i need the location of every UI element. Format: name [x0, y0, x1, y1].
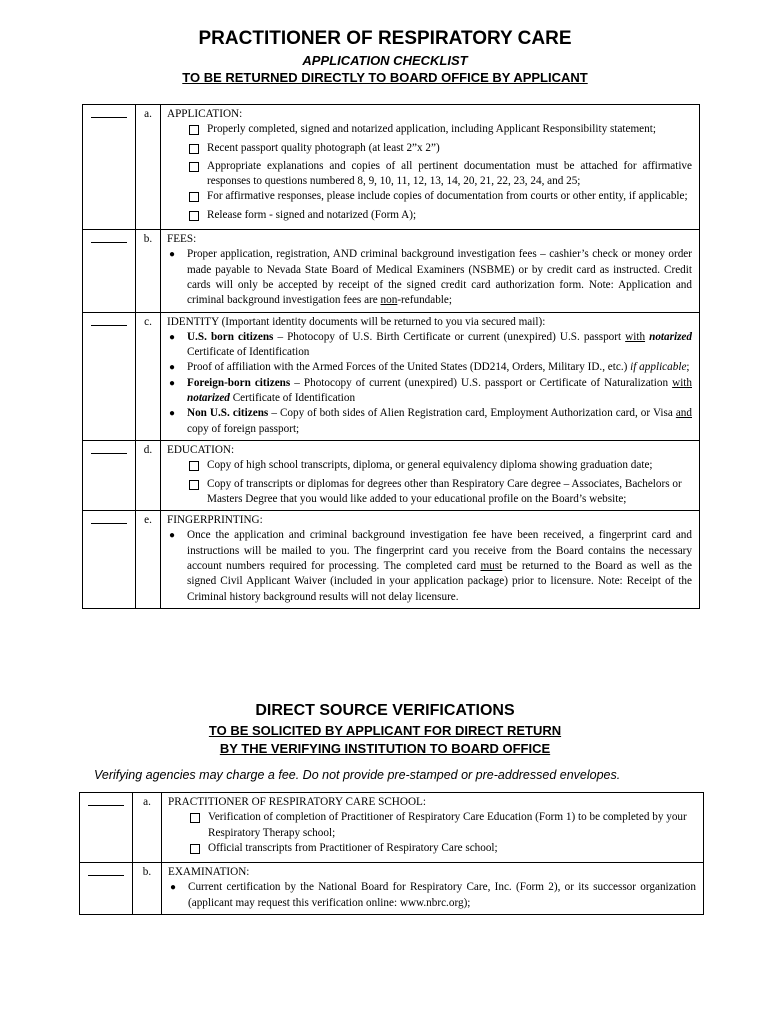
- verifications-title: DIRECT SOURCE VERIFICATIONS: [255, 702, 515, 719]
- section-heading: EXAMINATION:: [168, 866, 250, 879]
- document-title: PRACTITIONER OF RESPIRATORY CARE: [198, 28, 572, 49]
- bullet-icon: ●: [169, 331, 176, 343]
- bullet-icon: ●: [169, 377, 176, 389]
- checklist-row-education: [83, 440, 700, 510]
- checklist-item: Verification of completion of Practitioner of Respiratory Care Education (Form 1) to be completed by your Respiratory Therapy school;: [168, 810, 696, 841]
- section-heading: FEES:: [167, 233, 197, 246]
- checklist-item: Copy of transcripts or diplomas for degrees other than Respiratory Care degree – Associates, Bachelors or Masters Degree that you would like added to your educational profile on the Board’s website;: [167, 477, 692, 508]
- section-heading: PRACTITIONER OF RESPIRATORY CARE SCHOOL:: [168, 796, 426, 808]
- checkoff-blank[interactable]: [91, 443, 127, 454]
- checklist-item: Release form - signed and notarized (Form A);: [167, 208, 692, 226]
- checklist-item: Official transcripts from Practitioner of Respiratory Care school;: [168, 841, 696, 859]
- bullet-icon: ●: [170, 882, 177, 894]
- verification-row-examination: [80, 863, 704, 915]
- checklist-row-application: [83, 105, 700, 230]
- item-letter: e.: [136, 511, 161, 609]
- bullet-item: ● Foreign-born citizens – Photocopy of current (unexpired) U.S. passport or Certificate of Naturalization with notarized Certificate of Identification: [167, 376, 692, 407]
- checkoff-blank[interactable]: [91, 107, 127, 118]
- checkbox-icon[interactable]: [189, 162, 199, 172]
- bullet-icon: ●: [169, 408, 176, 420]
- bullet-item: ● Proper application, registration, AND criminal background investigation fees – cashier’s check or money order made payable to Nevada State Board of Medical Examiners (NSBME) or by credit card as instructed. Credit cards will only be accepted by receipt of the signed credit card authorization form. Note: Application and criminal background investigation fees are non-refundable;: [167, 247, 692, 308]
- bullet-item: ● Proof of affiliation with the Armed Forces of the United States (DD214, Orders, Military ID., etc.) if applicable;: [167, 360, 692, 375]
- section-heading: FINGERPRINTING:: [167, 514, 263, 527]
- checkbox-icon[interactable]: [189, 480, 199, 490]
- item-letter: b.: [133, 863, 162, 915]
- verifications-instruction: TO BE SOLICITED BY APPLICANT FOR DIRECT RETURN BY THE VERIFYING INSTITUTION TO BOARD OFFICE: [208, 723, 562, 756]
- checklist-item: For affirmative responses, please include copies of documentation from courts or other entity, if applicable;: [167, 189, 692, 207]
- bullet-icon: ●: [169, 530, 176, 542]
- checkbox-icon[interactable]: [189, 192, 199, 202]
- bullet-item: ● Once the application and criminal background investigation fee have been received, a fingerprint card and instructions will be mailed to you. The fingerprint card you receive from the Board contains the necessary account numbers required for processing. The completed card must be returned to the Board as well as the signed Civil Applicant Waiver (included in your application package) prior to licensure. Note: Receipt of the Criminal history background results will not delay licensure.: [167, 528, 692, 604]
- item-letter: a.: [133, 793, 162, 863]
- checklist-item: Properly completed, signed and notarized application, including Applicant Responsibility statement;: [167, 122, 692, 140]
- verification-row-school: [80, 793, 704, 863]
- bullet-item: ● Current certification by the National Board for Respiratory Care, Inc. (Form 2), or its successor organization (applicant may request this verification online: www.nbrc.org);: [168, 880, 696, 911]
- checkoff-blank[interactable]: [88, 795, 124, 806]
- checkbox-icon[interactable]: [189, 211, 199, 221]
- checkbox-icon[interactable]: [189, 144, 199, 154]
- checklist-row-fingerprinting: [83, 511, 700, 609]
- checkoff-blank[interactable]: [88, 865, 124, 876]
- return-instruction: TO BE RETURNED DIRECTLY TO BOARD OFFICE BY APPLICANT: [182, 70, 588, 85]
- bullet-icon: ●: [169, 249, 176, 261]
- checkbox-icon[interactable]: [190, 813, 200, 823]
- checkoff-blank[interactable]: [91, 232, 127, 243]
- verifications-table: [79, 792, 704, 915]
- item-letter: d.: [136, 440, 161, 510]
- checkoff-blank[interactable]: [91, 315, 127, 326]
- checkbox-icon[interactable]: [190, 844, 200, 854]
- item-letter: c.: [136, 312, 161, 440]
- checkbox-icon[interactable]: [189, 461, 199, 471]
- checklist-row-fees: [83, 230, 700, 312]
- checklist-item: Appropriate explanations and copies of all pertinent documentation must be attached for affirmative responses to questions numbered 8, 9, 10, 11, 12, 13, 14, 20, 21, 22, 23, 24, and 25;: [167, 159, 692, 190]
- document-subtitle: APPLICATION CHECKLIST: [302, 53, 468, 68]
- item-letter: a.: [136, 105, 161, 230]
- bullet-icon: ●: [169, 362, 176, 374]
- bullet-item: ● Non U.S. citizens – Copy of both sides of Alien Registration card, Employment Authorization card, or Visa and copy of foreign passport;: [167, 406, 692, 437]
- section-heading: APPLICATION:: [167, 108, 243, 120]
- fee-note: Verifying agencies may charge a fee. Do not provide pre-stamped or pre-addressed envelopes.: [94, 768, 621, 782]
- application-checklist-table: [82, 104, 700, 609]
- section-heading: EDUCATION:: [167, 443, 235, 456]
- checkoff-blank[interactable]: [91, 513, 127, 524]
- bullet-item: ● U.S. born citizens – Photocopy of U.S. Birth Certificate or current (unexpired) U.S. passport with notarized Certificate of Identification: [167, 330, 692, 361]
- checklist-row-identity: [83, 312, 700, 440]
- checklist-item: Copy of high school transcripts, diploma, or general equivalency diploma showing graduation date;: [167, 458, 692, 476]
- item-letter: b.: [136, 230, 161, 312]
- checkbox-icon[interactable]: [189, 125, 199, 135]
- section-heading: IDENTITY (Important identity documents will be returned to you via secured mail):: [167, 315, 546, 328]
- checklist-item: Recent passport quality photograph (at least 2”x 2”): [167, 141, 692, 159]
